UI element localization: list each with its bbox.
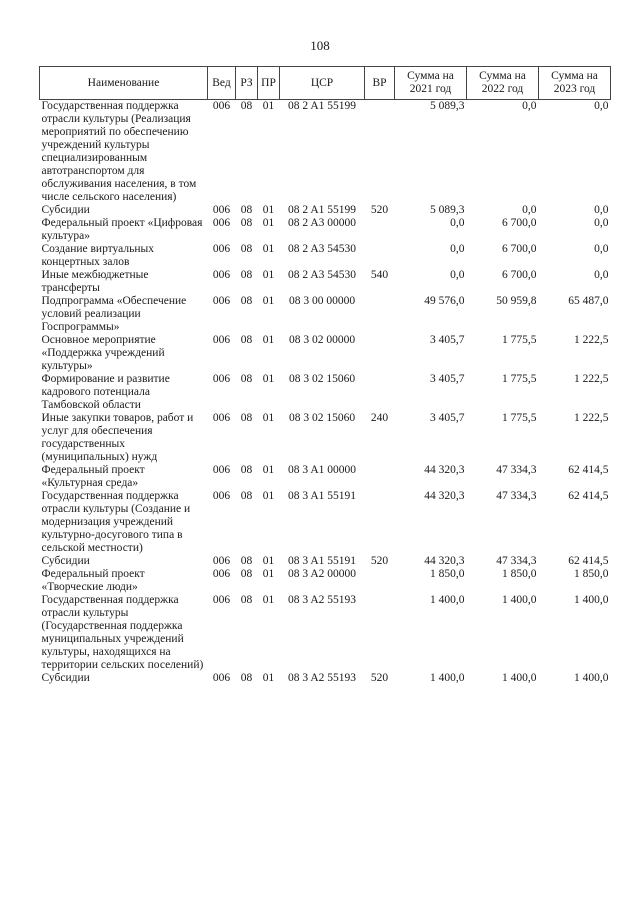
row-sum-2021: 0,0 [450, 269, 465, 281]
row-name: Субсидии [41, 555, 90, 567]
row-vr [365, 594, 395, 672]
row-sum-2022: 0,0 [522, 100, 537, 112]
row-sum-2022: 6 700,0 [502, 217, 537, 229]
row-sum-2023: 1 222,5 [574, 373, 609, 385]
row-ved: 006 [212, 568, 231, 580]
row-name: Федеральный проект «Культурная среда» [41, 464, 145, 489]
row-sum-2023: 0,0 [594, 217, 609, 229]
row-rz: 08 [240, 334, 253, 346]
table-row [40, 334, 611, 373]
row-sum-2022: 1 850,0 [502, 568, 537, 580]
table-row [40, 100, 611, 205]
row-name: Федеральный проект «Творческие люди» [41, 568, 145, 593]
row-vr [365, 464, 395, 490]
row-sum-2021: 44 320,3 [424, 555, 465, 567]
table-row [40, 490, 611, 555]
row-name: Создание виртуальных концертных залов [41, 243, 154, 268]
row-csr: 08 3 A2 55193 [287, 594, 357, 606]
table-row [40, 464, 611, 490]
row-name: Подпрограмма «Обеспечение условий реализации Госпрограммы» [41, 295, 187, 333]
row-pr: 01 [262, 243, 275, 255]
table-row [40, 373, 611, 412]
table-row [40, 568, 611, 594]
table-row [40, 243, 611, 269]
row-sum-2022: 50 959,8 [496, 295, 537, 307]
row-pr: 01 [262, 672, 275, 684]
row-pr: 01 [262, 568, 275, 580]
row-rz: 08 [240, 672, 253, 684]
row-ved: 006 [212, 594, 231, 606]
row-csr: 08 3 A1 55191 [287, 555, 357, 567]
header-sum-2023: Сумма на 2023 год [539, 67, 611, 100]
row-vr [365, 243, 395, 269]
header-vr: ВР [365, 67, 395, 100]
row-sum-2023: 62 414,5 [568, 464, 609, 476]
row-pr: 01 [262, 217, 275, 229]
row-csr: 08 3 A1 00000 [287, 464, 357, 476]
row-sum-2022: 1 775,5 [502, 334, 537, 346]
row-pr: 01 [262, 490, 275, 502]
row-sum-2023: 1 222,5 [574, 334, 609, 346]
table-row [40, 672, 611, 685]
row-csr: 08 2 A1 55199 [287, 204, 357, 216]
row-sum-2022: 1 400,0 [502, 672, 537, 684]
row-sum-2022: 47 334,3 [496, 555, 537, 567]
row-csr: 08 2 A3 54530 [287, 269, 357, 281]
row-sum-2022: 6 700,0 [502, 269, 537, 281]
row-csr: 08 3 00 00000 [288, 295, 356, 307]
table-row [40, 555, 611, 568]
row-ved: 006 [212, 672, 231, 684]
row-rz: 08 [240, 464, 253, 476]
row-name: Иные закупки товаров, работ и услуг для обеспечения государственных (муниципальных) нужд [41, 412, 194, 463]
row-vr [365, 295, 395, 334]
row-ved: 006 [212, 243, 231, 255]
row-sum-2023: 62 414,5 [568, 555, 609, 567]
row-name: Федеральный проект «Цифровая культура» [41, 217, 203, 242]
row-pr: 01 [262, 555, 275, 567]
table-header [40, 67, 611, 100]
row-sum-2023: 65 487,0 [568, 295, 609, 307]
row-sum-2021: 3 405,7 [430, 334, 465, 346]
row-rz: 08 [240, 295, 253, 307]
row-sum-2023: 62 414,5 [568, 490, 609, 502]
row-pr: 01 [262, 464, 275, 476]
row-sum-2023: 1 222,5 [574, 412, 609, 424]
row-sum-2021: 49 576,0 [424, 295, 465, 307]
row-ved: 006 [212, 295, 231, 307]
row-sum-2021: 1 850,0 [430, 568, 465, 580]
row-name: Субсидии [41, 672, 90, 684]
row-sum-2021: 1 400,0 [430, 594, 465, 606]
table-body [40, 100, 611, 686]
header-sum-2021: Сумма на 2021 год [395, 67, 467, 100]
budget-table [39, 66, 611, 685]
row-csr: 08 3 02 00000 [288, 334, 356, 346]
row-vr [365, 490, 395, 555]
row-pr: 01 [262, 412, 275, 424]
row-rz: 08 [240, 269, 253, 281]
row-vr [365, 568, 395, 594]
page-number: 108 [310, 38, 330, 53]
table-row [40, 295, 611, 334]
row-name: Государственная поддержка отрасли культуры (Государственная поддержка муниципальных учреждений культуры, находящихся на территории сельских поселений) [41, 594, 204, 671]
row-pr: 01 [262, 334, 275, 346]
row-name: Основное мероприятие «Поддержка учреждений культуры» [41, 334, 165, 372]
row-ved: 006 [212, 373, 231, 385]
row-ved: 006 [212, 269, 231, 281]
row-vr: 520 [370, 672, 389, 684]
row-sum-2023: 1 400,0 [574, 594, 609, 606]
row-sum-2021: 44 320,3 [424, 490, 465, 502]
row-sum-2023: 1 400,0 [574, 672, 609, 684]
header-rz: РЗ [236, 67, 258, 100]
row-rz: 08 [240, 243, 253, 255]
row-name: Государственная поддержка отрасли культуры (Создание и модернизация учреждений культурно-досугового типа в сельской местности) [41, 490, 191, 554]
row-sum-2021: 1 400,0 [430, 672, 465, 684]
row-vr [365, 100, 395, 205]
row-pr: 01 [262, 594, 275, 606]
row-csr: 08 3 02 15060 [288, 412, 356, 424]
row-sum-2021: 5 089,3 [430, 100, 465, 112]
row-name: Формирование и развитие кадрового потенциала Тамбовской области [41, 373, 170, 411]
row-pr: 01 [262, 373, 275, 385]
row-ved: 006 [212, 555, 231, 567]
row-sum-2021: 0,0 [450, 243, 465, 255]
row-name: Субсидии [41, 204, 90, 216]
row-rz: 08 [240, 555, 253, 567]
row-pr: 01 [262, 204, 275, 216]
row-vr: 240 [370, 412, 389, 424]
row-vr [365, 334, 395, 373]
row-ved: 006 [212, 334, 231, 346]
row-csr: 08 3 A1 55191 [287, 490, 357, 502]
row-pr: 01 [262, 269, 275, 281]
header-csr: ЦСР [280, 67, 365, 100]
row-rz: 08 [240, 100, 253, 112]
row-sum-2021: 3 405,7 [430, 373, 465, 385]
table-row [40, 594, 611, 672]
row-csr: 08 2 A1 55199 [287, 100, 357, 112]
table-row [40, 269, 611, 295]
header-pr: ПР [258, 67, 280, 100]
row-sum-2021: 0,0 [450, 217, 465, 229]
row-sum-2022: 1 775,5 [502, 373, 537, 385]
row-ved: 006 [212, 464, 231, 476]
row-sum-2022: 1 775,5 [502, 412, 537, 424]
row-rz: 08 [240, 490, 253, 502]
row-name: Государственная поддержка отрасли культуры (Реализация мероприятий по обеспечению учреждений культуры специализированным автотранспортом для обслуживания населения, в том числе сельского населения) [41, 100, 197, 203]
row-sum-2022: 47 334,3 [496, 464, 537, 476]
row-sum-2021: 3 405,7 [430, 412, 465, 424]
table-row [40, 204, 611, 217]
row-ved: 006 [212, 100, 231, 112]
row-rz: 08 [240, 568, 253, 580]
row-csr: 08 3 02 15060 [288, 373, 356, 385]
row-rz: 08 [240, 412, 253, 424]
row-pr: 01 [262, 295, 275, 307]
row-sum-2021: 44 320,3 [424, 464, 465, 476]
row-sum-2023: 0,0 [594, 204, 609, 216]
row-rz: 08 [240, 373, 253, 385]
row-ved: 006 [212, 490, 231, 502]
row-csr: 08 3 A2 55193 [287, 672, 357, 684]
row-sum-2022: 0,0 [522, 204, 537, 216]
row-ved: 006 [212, 204, 231, 216]
row-sum-2022: 6 700,0 [502, 243, 537, 255]
row-rz: 08 [240, 204, 253, 216]
header-ved: Вед [208, 67, 236, 100]
row-rz: 08 [240, 217, 253, 229]
row-name: Иные межбюджетные трансферты [41, 269, 149, 294]
row-ved: 006 [212, 217, 231, 229]
table-row [40, 412, 611, 464]
table-row [40, 217, 611, 243]
row-csr: 08 3 A2 00000 [287, 568, 357, 580]
row-sum-2023: 0,0 [594, 269, 609, 281]
row-sum-2023: 1 850,0 [574, 568, 609, 580]
row-csr: 08 2 A3 54530 [287, 243, 357, 255]
row-sum-2022: 47 334,3 [496, 490, 537, 502]
row-rz: 08 [240, 594, 253, 606]
header-sum-2022: Сумма на 2022 год [467, 67, 539, 100]
row-pr: 01 [262, 100, 275, 112]
row-sum-2021: 5 089,3 [430, 204, 465, 216]
row-vr [365, 217, 395, 243]
row-vr: 540 [370, 269, 389, 281]
header-name: Наименование [40, 67, 208, 100]
row-vr [365, 373, 395, 412]
row-vr: 520 [370, 555, 389, 567]
row-ved: 006 [212, 412, 231, 424]
row-sum-2022: 1 400,0 [502, 594, 537, 606]
row-vr: 520 [370, 204, 389, 216]
row-sum-2023: 0,0 [594, 243, 609, 255]
row-sum-2023: 0,0 [594, 100, 609, 112]
row-csr: 08 2 A3 00000 [287, 217, 357, 229]
